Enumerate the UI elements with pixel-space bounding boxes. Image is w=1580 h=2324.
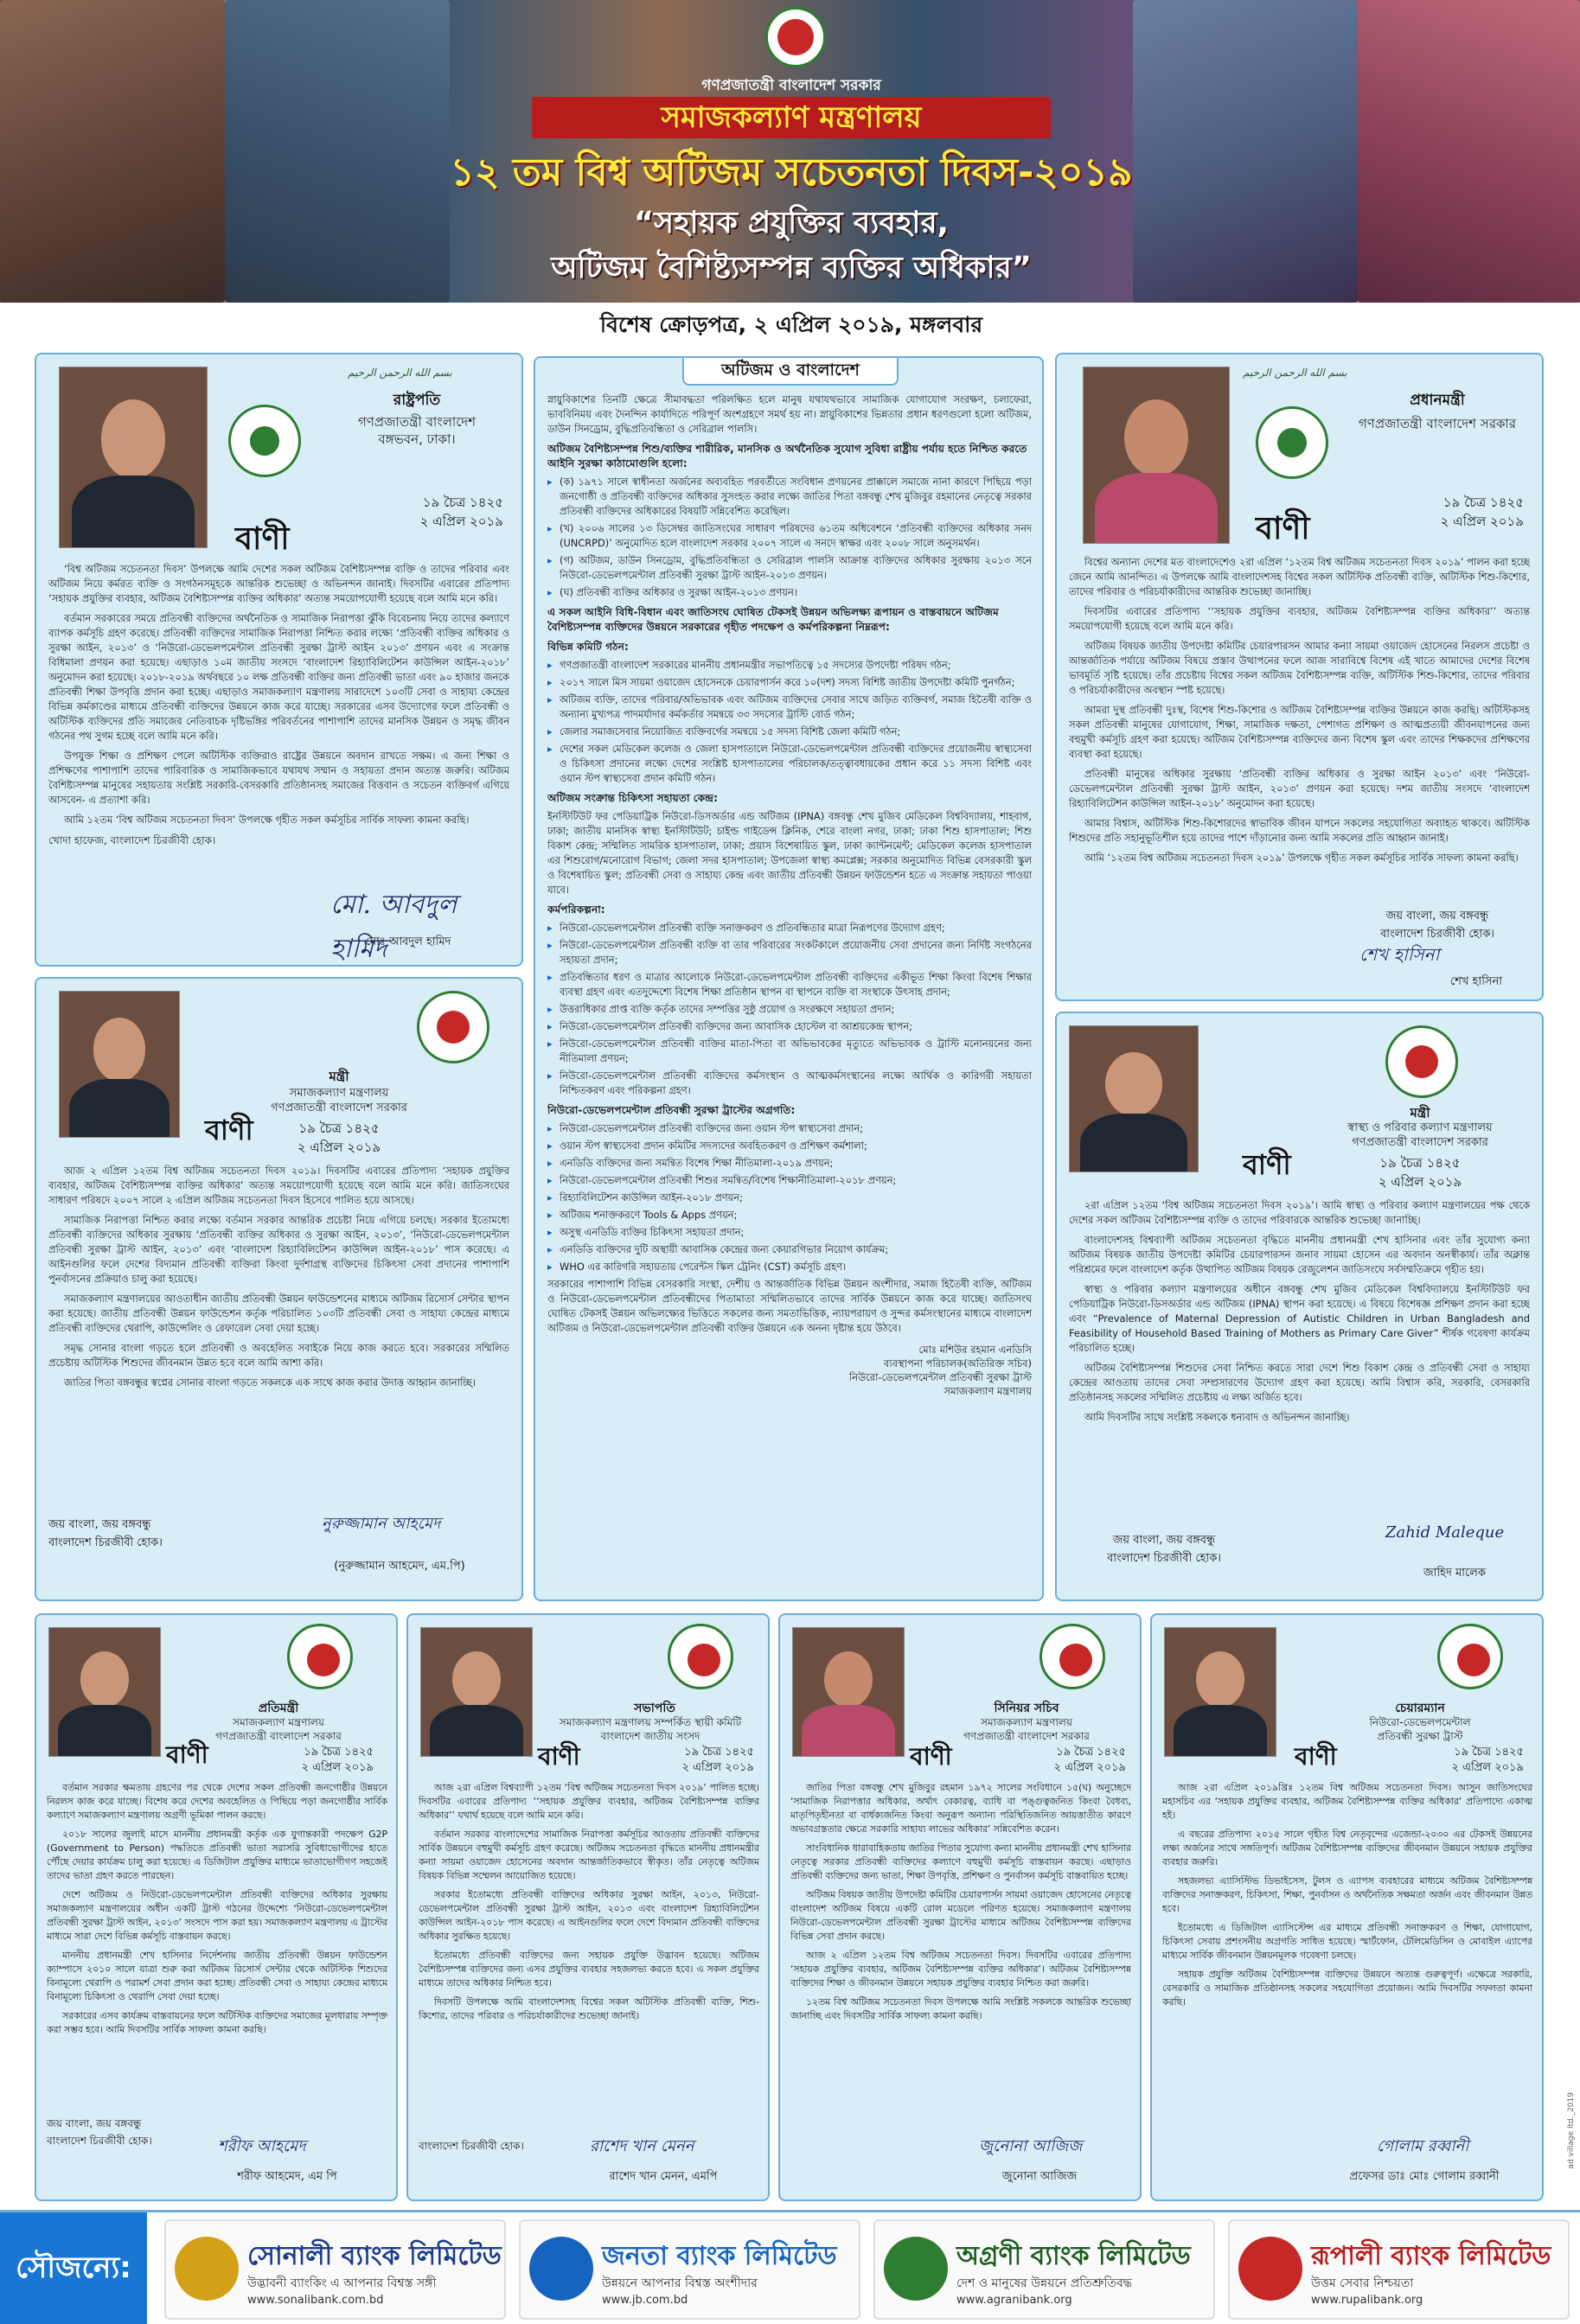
pm-photo [1083, 367, 1230, 544]
standing-committee-message [406, 1613, 770, 2201]
date-bangla: ১৯ চৈত্র ১৪২৫ [1442, 495, 1524, 510]
list-item: ▸ ২০১৭ সালে মিস সায়মা ওয়াজেদ হোসেনকে চেয়ারপার্সন করে ১০(দশ) সদস্য বিশিষ্ট জাতীয় উপদেষ্টা কমিটি পুনর্গঠন; [547, 675, 1032, 690]
committee-signature: রাশেদ খান মেনন [590, 2137, 694, 2155]
president-signature: মো. আবদুল হামিদ [330, 890, 457, 964]
trust-progress-list [547, 1121, 1032, 1274]
bank-tagline: উত্তম সেবার নিশ্চয়তা [1311, 2276, 1414, 2290]
trust-org [1308, 1715, 1532, 1743]
government-emblem-icon [765, 7, 826, 67]
closing: বাংলাদেশ চিরজীবী হোক। [1107, 1552, 1221, 1565]
state-minister-signature: শরীফ আহমেদ [218, 2137, 306, 2155]
secretary-dates [962, 1745, 1126, 1776]
minister-health-dates [1316, 1153, 1524, 1191]
supplement-date: বিশেষ ক্রোড়পত্র, ২ এপ্রিল ২০১৯, মঙ্গলবার [536, 306, 1046, 344]
message-heading: বাণী [1256, 511, 1310, 546]
minister-health-signature: Zahid Maleque [1385, 1523, 1505, 1542]
paragraph: ২০১৮ সালের জুলাই মাসে মাননীয় প্রধানমন্ত্রী কর্তৃক এক যুগান্তকারী পদক্ষেপ G2P (Government to Person) পদ্ধতিতে প্রতিবন্ধী ভাতা সরাসরি সুবিধাভোগীদের হাতে পৌঁছে দেয়ার কার্যক্রম চালু করা হয়েছে। এ ডিজিটাল প্রযুক্তির মাধ্যমে ভাতাভোগীগণ সহজেই তাদের ভাতা গ্রহণ করতে পারছেন। [47, 1829, 387, 1881]
paragraph: প্রতিবন্ধী মানুষের অধিকার সুরক্ষায় ‘প্রতিবন্ধী ব্যক্তির অধিকার ও সুরক্ষা আইন ২০১৩’ এবং ‘নিউরো-ডেভেলপমেন্টাল প্রতিবন্ধী সুরক্ষা ট্রাস্ট আইন, ২০১৩’ প্রণয়ন করা হয়েছে। দশম জাতীয় সংসদে ‘বাংলাদেশ রিহ্যাবিলিটেশন কাউন্সিল আইন-২০১৮’ অনুমোদন করা হয়েছে। [1069, 768, 1530, 809]
slogan-line-2: অটিজম বৈশিষ্ট্যসম্পন্ন ব্যক্তির অধিকার” [551, 251, 1032, 285]
section-heading: অটিজম সংক্রান্ত চিকিৎসা সহায়তা কেন্দ্র: [547, 792, 718, 804]
paragraph: আমরা দুস্থ প্রতিবন্ধী দুঃস্থ, বিশেষ শিশু-কিশোর ও অটিজম বৈশিষ্ট্যসম্পন্ন ব্যক্তির উন্নয়নে কাজ করছি। অটিস্টিকসহ সকল প্রতিবন্ধী মানুষের যোগাযোগ, শিক্ষা, সামাজিক দক্ষতা, পেশাগত প্রশিক্ষণ ও আত্মপ্রত্যয়ী জীবনযাপনের জন্য বহুমুখী কর্মসূচি গ্রহণ করা হয়েছে। অটিজম বৈশিষ্ট্যসম্পন্ন ব্যক্তিদের জন্য বিশেষ স্কুল এবং তাদের শিক্ষকদের প্রশিক্ষণের ব্যবস্থা করা হয়েছে। [1069, 704, 1530, 760]
sponsor-footer [0, 2210, 1580, 2324]
paragraph: সমাজকল্যাণ মন্ত্রণালয়ের আওতাধীন জাতীয় প্রতিবন্ধী উন্নয়ন ফাউন্ডেশনের মাধ্যমে অটিজম রিসোর্স সেন্টার স্থাপন করা হয়েছে। জাতীয় প্রতিবন্ধী উন্নয়ন ফাউন্ডেশন কর্তৃক পরিচালিত ১০৩টি প্রতিবন্ধী সেবা ও সাহায্য কেন্দ্রের মাধ্যমে প্রতিবন্ধী ব্যক্তিদের থেরাপি, কাউন্সেলিং ও রেফারেল সেবা দেয়া হচ্ছে। [48, 1293, 509, 1334]
agency-credit: ad village ltd._2019 [1567, 2092, 1576, 2169]
bismillah: بسم الله الرحمن الرحيم [348, 367, 452, 379]
message-heading: বাণী [1243, 1148, 1291, 1181]
org-line: নিউরো-ডেভেলপমেন্টাল [1369, 1716, 1471, 1728]
paragraph: মাননীয় প্রধানমন্ত্রী শেখ হাসিনার নির্দেশনায় জাতীয় প্রতিবন্ধী উন্নয়ন ফাউন্ডেশন ক্যাম্পাসে ২০১০ সালে যাত্রা শুরু করা অটিজম রিসোর্স সেন্টার থেকে অটিস্টিক শিশুদের বিনামূল্যে থেরাপি ও পরামর্শ সেবা প্রদান করা হচ্ছে। প্রতিবন্ধী সেবা ও সাহায্য কেন্দ্রের মাধ্যমে বিনামূল্যে চিকিৎসা ও থেরাপি সেবা দেয়া হচ্ছে। [47, 1950, 387, 2002]
message-heading: বাণী [910, 1742, 952, 1771]
committee-closing: বাংলাদেশ চিরজীবী হোক। [419, 2140, 524, 2152]
trust-chairman-photo [1164, 1627, 1276, 1757]
section-heading: কর্মপরিকল্পনা: [547, 903, 605, 916]
pm-dates [1342, 493, 1524, 531]
minister-health-message [1055, 1012, 1544, 1601]
closing: বাংলাদেশ চিরজীবী হোক। [48, 1536, 163, 1549]
day-title: ১২ তম বিশ্ব অটিজম সচেতনতা দিবস-২০১৯ [450, 150, 1133, 195]
signer-title: ব্যবস্থাপনা পরিচালক(অতিরিক্ত সচিব) [883, 1357, 1032, 1370]
list-item: ▸ (খ) ২০০৬ সালের ১৩ ডিসেম্বর জাতিসংঘের সাধারণ পরিষদের ৬১তম অধিবেশনে ‘প্রতিবন্ধী ব্যক্তিদের অধিকার সনদ (UNCRPD)’ অনুমোদিত হলে বাংলাদেশ সরকার ২০০৭ সালে এ সনদে স্বাক্ষর এবং ২০০৮ সালে অনুসমর্থন। [547, 521, 1032, 551]
list-item: ▸ (গ) অটিজম, ডাউন সিনড্রোম, বুদ্ধিপ্রতিবন্ধিতা ও সেরিব্রাল পালসি আক্রান্ত ব্যক্তিদের অধিকার সুরক্ষায় ২০১৩ সনে নিউরো-ডেভেলপমেন্টাল প্রতিবন্ধী সুরক্ষা ট্রাস্ট আইন-২০১৩ প্রণয়ন। [547, 553, 1032, 583]
paragraph: স্বাস্থ্য ও পরিবার কল্যাণ মন্ত্রণালয়ের অধীনে বঙ্গবন্ধু শেখ মুজিব মেডিকেল বিশ্ববিদ্যালয়ে ইনস্টিটিউট ফর পেডিয়াট্রিক নিউরো-ডিসঅর্ডার এন্ড অটিজম (IPNA) স্থাপন করা হয়েছে। এ বিষয়ে বিশেষজ্ঞ প্রশিক্ষণ প্রদান করা হচ্ছে এবং “Prevalence of Maternal Depression of Autistic Children in Urban Bangladesh and Feasibility of Household Based Training of Mothers as Primary Care Giver” শীর্ষক গবেষণা কার্যক্রম পরিচালিত হচ্ছে। [1069, 1283, 1530, 1354]
closing: জয় বাংলা, জয় বঙ্গবন্ধু [1112, 1534, 1216, 1547]
org-line: গণপ্রজাতন্ত্রী বাংলাদেশ [357, 414, 477, 430]
secretary-photo [792, 1627, 905, 1757]
banner-photo-right-2 [1358, 0, 1580, 303]
paragraph: আজ ২রা এপ্রিল বিশ্বব্যাপী ১২তম ‘বিশ্ব অটিজম সচেতনতা দিবস ২০১৯’ পালিত হচ্ছে। দিবসটির এবারের প্রতিপাদ্য ‘‘সহায়ক প্রযুক্তির ব্যবহার, অটিজম বৈশিষ্ট্যসম্পন্ন ব্যক্তির অধিকার’’ যথার্থ হয়েছে বলে আমি মনে করি। [419, 1782, 759, 1821]
paragraph: দিবসটি উপলক্ষে আমি বাংলাদেশসহ বিশ্বের সকল অটিস্টিক প্রতিবন্ধী ব্যক্তি, শিশু-কিশোর, তাদের পরিবার ও পরিচর্যাকারীদের শুভেচ্ছা জানাই। [419, 1996, 759, 2021]
paragraph: ‘বিশ্ব অটিজম সচেতনতা দিবস’ উপলক্ষে আমি দেশের সকল অটিজম বৈশিষ্ট্যসম্পন্ন ব্যক্তি ও তাদের পরিবার এবং অটিজম নিয়ে কর্মরত ব্যক্তি ও সংগঠনসমূহকে আন্তরিক শুভেচ্ছা ও অভিনন্দন জানাই। দিবসটির এবারের প্রতিপাদ্য ‘সহায়ক প্রযুক্তির ব্যবহার, অটিজম বৈশিষ্ট্যসম্পন্ন ব্যক্তির অধিকার’ অত্যন্ত সময়োপযোগী হয়েছে বলে আমি মনে করি। [48, 563, 509, 604]
paragraph: বাংলাদেশসহ বিশ্বব্যাপী অটিজম সচেতনতা বৃদ্ধিতে মাননীয় প্রধানমন্ত্রী শেখ হাসিনার এবং তাঁর সুযোগ্য কন্যা অটিজম বিষয়ক জাতীয় উপদেষ্টা কমিটির চেয়ারপারসন জনাব সায়মা হোসেন এর অবদান অনস্বীকার্য। তাঁর অক্লান্ত পরিশ্রমের ফলে বাংলাদেশ কর্তৃক উত্থাপিত অটিজম বিষয়ক রেজুলেশন জাতিসংঘে সর্বসম্মতিক্রমে গৃহীত হয়। [1069, 1234, 1530, 1275]
pm-signature: শেখ হাসিনা [1359, 944, 1440, 965]
list-item: ▸ নিউরো-ডেভেলপমেন্টাল প্রতিবন্ধী শিশুর সমন্বিত/বিশেষ শিক্ষানীতিমালা-২০১৮ প্রণয়ন; [547, 1173, 1032, 1188]
date-english: ২ এপ্রিল ২০১৯ [419, 514, 503, 529]
bank-tagline: দেশ ও মানুষের উন্নয়নে প্রতিশ্রুতিবদ্ধ [956, 2276, 1133, 2290]
list-item: ▸ রিহ্যাবিলিটেশন কাউন্সিল আইন-২০১৮ প্রণয়ন; [547, 1191, 1032, 1205]
paragraph: জাতির পিতা বঙ্গবন্ধু শেখ মুজিবুর রহমান ১৯৭২ সালের সংবিধানে ১৫(ঘ) অনুচ্ছেদে ‘সামাজিক নিরাপত্তার অধিকার, অর্থাৎ বেকারত্ব, ব্যাধি বা পঙ্গুত্বজনিত কিংবা বৈধব্য, মাতৃপিতৃহীনতা বা বার্ধক্যজনিত কিংবা অনুরূপ অন্যান্য পরিস্থিতিজনিত আয়ত্তাতীত কারণে অভাবগ্রস্ততার ক্ষেত্রে সরকারি সাহায্য লাভের অধিকার’ সন্নিবেশিত করেন। [790, 1782, 1131, 1835]
paragraph: সরকার ইতোমধ্যে প্রতিবন্ধী ব্যক্তিদের অধিকার সুরক্ষা আইন, ২০১৩, নিউরো-ডেভেলপমেন্টাল প্রতিবন্ধী সুরক্ষা ট্রাস্ট আইন, ২০১৩ এবং বাংলাদেশ রিহ্যাবিলিটেশন কাউন্সিল আইন-২০১৮ পাস করেছে। এ আইনগুলির ফলে দেশে বিদ্যমান প্রতিবন্ধী ব্যক্তিদের অধিকার সুরক্ষিত হয়েছে। [419, 1889, 759, 1942]
minister-health-emblem-icon [1385, 1025, 1458, 1098]
minister-health-photo [1069, 1025, 1199, 1172]
committee-chairman-role: সভাপতি [634, 1702, 675, 1715]
sponsor-bank [873, 2219, 1215, 2320]
list-item: ▸ WHO এর কারিগরি সহায়তায় পেরেন্টস স্কিল ট্রেনিং (CST) কর্মসূচি গ্রহণ। [547, 1260, 1032, 1274]
list-item: ▸ গণপ্রজাতন্ত্রী বাংলাদেশ সরকারের মাননীয় প্রধানমন্ত্রীর সভাপতিত্বে ১৫ সদস্যের উপদেষ্টা পরিষদ গঠন; [547, 658, 1032, 673]
paragraph: ১২তম বিশ্ব অটিজম সচেতনতা দিবস উপলক্ষে আমি সংশ্লিষ্ট সকলকে আন্তরিক শুভেচ্ছা জানাচ্ছি এবং দিবসটির সার্বিক সাফল্য কামনা করছি। [790, 1996, 1131, 2021]
pm-role: প্রধানমন্ত্রী [1410, 392, 1465, 409]
bank-tagline: উন্নয়নে আপনার বিশ্বস্ত অংশীদার [602, 2276, 758, 2290]
message-heading: বাণী [1295, 1742, 1337, 1771]
paragraph: দেশে অটিজম ও নিউরো-ডেভেলপমেন্টাল প্রতিবন্ধী ব্যক্তিদের অধিকার সুরক্ষায় সমাজকল্যাণ মন্ত্রণালয়ের অধীন একটি ট্রাস্ট গঠনের উদ্দেশ্যে ‘নিউরো-ডেভেলপমেন্টাল প্রতিবন্ধী সুরক্ষা ট্রাস্ট আইন, ২০১৩’ সংসদে পাস করা হয়। সমাজকল্যাণ মন্ত্রণালয় এ ট্রাস্টের মাধ্যমে সারা দেশে বিভিন্ন কর্মসূচি বাস্তবায়ন করছে। [47, 1889, 387, 1942]
date-bangla: ১৯ চৈত্র ১৪২৫ [1056, 1746, 1126, 1759]
trust-chairman-role: চেয়ারম্যান [1395, 1702, 1445, 1715]
bank-name: জনতা ব্যাংক লিমিটেড [602, 2241, 837, 2271]
legal-framework-list [547, 475, 1032, 600]
president-emblem-icon [228, 405, 301, 477]
ministry-name: সমাজকল্যাণ মন্ত্রণালয় [532, 97, 1051, 138]
bismillah: بسم الله الرحمن الرحيم [1243, 367, 1347, 379]
paragraph: আজ ২ এপ্রিল ১২তম বিশ্ব অটিজম সচেতনতা দিবস ২০১৯। দিবসটির এবারের প্রতিপাদ্য ‘সহায়ক প্রযুক্তির ব্যবহার, অটিজম বৈশিষ্ট্যসম্পন্ন ব্যক্তির অধিকার’ অত্যন্ত সময়োপযোগী হয়েছে বলে আমি মনে করি। জাতিসংঘের সাধারণ পরিষদে ২০০৭ সালে ২ এপ্রিল অটিজম সচেতনতা দিবস হিসেবে পালিত হয়ে আসছে। [48, 1165, 509, 1206]
paragraph: ইতোমধ্যে এ ডিজিটাল এ্যাসিস্টেন্স এর মাধ্যমে প্রতিবন্ধী সনাক্তকরণ ও শিক্ষা, যোগাযোগ, চিকিৎসা সেবায় প্রশংসনীয় অগ্রগতি সাধিত হয়েছে। স্মার্টফোন, টেলিমেডিসিন ও মোবাইল এ্যাপের মাধ্যমে সার্বিক জীবনমান উন্নয়নমূলক গবেষণা চলছে। [1162, 1922, 1532, 1961]
closing: বাংলাদেশ চিরজীবী হোক। [1380, 928, 1494, 941]
paragraph: সরকারের পাশাপাশি বিভিন্ন বেসরকারি সংস্থা, দেশীয় ও আন্তর্জাতিক বিভিন্ন উন্নয়ন অংশীদার, সমাজ হিতৈষী ব্যক্তি, অটিজম ও নিউরো-ডেভেলপমেন্টাল প্রতিবন্ধীদের পিতামাতা সম্মিলিতভাবে তাদের সার্বিক উন্নয়নে কাজ করে যাচ্ছে। জাতিসংঘ ঘোষিত টেকসই উন্নয়ন অভিলক্ষ্যের ভিত্তিতে সকলের জন্য সমতাভিত্তিক, ন্যায়পরায়ণ ও সুন্দর কর্মসংস্থানের মাধ্যমে বাংলাদেশ অটিজম ও নিউরো-ডেভেলপমেন্টাল প্রতিবন্ধী ব্যক্তির উন্নয়নে এক অনন্য দৃষ্টান্ত হয়ে উঠবে। [547, 1278, 1032, 1334]
org-line: গণপ্রজাতন্ত্রী বাংলাদেশ সরকার [1352, 1136, 1488, 1149]
paragraph: বর্তমান সরকারের সময়ে প্রতিবন্ধী ব্যক্তিদের অর্থনৈতিক ও সামাজিক নিরাপত্তা ঝুঁকি বিবেচনায় নিয়ে তাদের কল্যাণে ব্যাপক কর্মসূচি গ্রহণ করেছে। প্রতিবন্ধী ব্যক্তিদের সামাজিক নিরাপত্তা নিশ্চিত করার লক্ষ্যে ‘প্রতিবন্ধী ব্যক্তির অধিকার ও সুরক্ষা আইন, ২০১৩’ ও ‘নিউরো-ডেভেলপমেন্টাল প্রতিবন্ধী সুরক্ষা ট্রাস্ট আইন ২০১৩’ প্রণয়ন এবং এ সংক্রান্ত বিধিমালা প্রণয়ন করা হয়েছে। এছাড়াও ১০ম জাতীয় সংসদে ‘বাংলাদেশ রিহ্যাবিলিটেশন কাউন্সিল আইন-২০১৮’ অনুমোদন করা হয়েছে। ২০১৮-২০১৯ অর্থবছরে ১০ লক্ষ প্রতিবন্ধী ব্যক্তির জন্য প্রতিবন্ধী ভাতা এবং ৯০ হাজার জনকে প্রতিবন্ধী শিক্ষা উপবৃত্তি প্রদান করা হচ্ছে। এছাড়াও সমাজকল্যাণ মন্ত্রণালয় সারাদেশে ১০৩টি সেবা ও সাহায্য কেন্দ্রের বিভিন্ন কর্মকাণ্ডের মাধ্যমে প্রতিবন্ধী ব্যক্তিদের উন্নয়নে কাজ করে যাচ্ছে। সরকারের এসব উদ্যোগের ফলে প্রতিবন্ধী ও অটিস্টিক ব্যক্তিদের প্রতি সমাজের নেতিবাচক দৃষ্টিভঙ্গির পরিবর্তনের পাশাপাশি তাদের মানসিক উন্নয়ন ও সমৃদ্ধ জীবন গঠনের পথ সুগম হচ্ছে বলে আমি মনে করি। [48, 612, 509, 742]
president-dates [322, 493, 503, 531]
date-bangla: ১৯ চৈত্র ১৪২৫ [304, 1746, 374, 1759]
sponsor-bank [164, 2219, 506, 2320]
date-english: ২ এপ্রিল ২০১৯ [1440, 514, 1524, 529]
list-item: ▸ এনডিডি ব্যক্তিদের জন্য সমন্বিত বিশেষ শিক্ষা নীতিমালা-২০১৯ প্রণয়ন; [547, 1156, 1032, 1171]
date-bangla: ১৯ চৈত্র ১৪২৫ [1379, 1155, 1461, 1171]
state-minister-emblem-icon [287, 1624, 353, 1689]
org-line: বাংলাদেশ জাতীয় সংসদ [600, 1730, 700, 1742]
list-item: ▸ অটিজম শনাক্তকরণে Tools & Apps প্রণয়ন; [547, 1208, 1032, 1223]
message-heading: বাণী [538, 1742, 580, 1771]
article-body [547, 393, 1032, 1596]
secretary-emblem-icon [1039, 1624, 1105, 1689]
paragraph: এ বছরের প্রতিপাদ্য ২০১৫ সালে গৃহীত বিশ্ব নেতৃবৃন্দের এজেন্ডা-২০৩০ এর টেকসই উন্নয়নের লক্ষ্য অর্জনের সাথে সঙ্গতিপূর্ণ। অটিজম বৈশিষ্ট্যসম্পন্ন ব্যক্তিদের জীবনমান উন্নয়নে সহায়ক প্রযুক্তির ব্যবহার জরুরি। [1162, 1829, 1532, 1868]
committee-emblem-icon [668, 1624, 733, 1689]
pm-closing [1342, 908, 1532, 944]
paragraph: আমার বিশ্বাস, অটিস্টিক শিশু-কিশোরদের স্বাভাবিক জীবন যাপনে সকলের সহযোগিতা অব্যাহত থাকবে। অটিস্টিক শিশুদের প্রতি সহানুভূতিশীল হয়ে তাদের পাশে দাঁড়ানোর জন্য আমি সকলের প্রতি আহ্বান জানাই। [1069, 817, 1530, 844]
minister-sw-photo [59, 991, 180, 1138]
org-line: সমাজকল্যাণ মন্ত্রণালয় [981, 1716, 1072, 1728]
date-bangla: ১৯ চৈত্র ১৪২৫ [422, 495, 503, 510]
date-english: ২ এপ্রিল ২০১৯ [1053, 1761, 1126, 1774]
minister-health-org [1316, 1120, 1524, 1150]
paragraph: সহজলভ্য এ্যাসিস্টিভ ডিভাইসেস, টুলস ও এ্যাপস ব্যবহারের মাধ্যমে অটিজম বৈশিষ্ট্যসম্পন্ন ব্যক্তিদের সনাক্তকরণ, চিকিৎসা, শিক্ষা, পুনর্বাসন ও অর্থনৈতিক সক্ষমতা অর্জন এবং জীবনমান উন্নত হবে। [1162, 1875, 1532, 1914]
trust-chairman-name: প্রফেসর ডাঃ মোঃ গোলাম রব্বানী [1349, 2170, 1500, 2183]
paragraph: বিশ্বের অন্যান্য দেশের মত বাংলাদেশেও ২রা এপ্রিল ‘১২তম বিশ্ব অটিজম সচেতনতা দিবস ২০১৯’ পালন করা হচ্ছে জেনে আমি আনন্দিত। এ উপলক্ষে আমি বাংলাদেশসহ বিশ্বের সকল অটিস্টিক প্রতিবন্ধী ব্যক্তি, অটিস্টিক শিশু-কিশোর, তাদের পরিবার ও পরিচর্যাকারীদের আন্তরিক শুভেচ্ছা জানাচ্ছি। [1069, 556, 1530, 597]
date-english: ২ এপ্রিল ২০১৯ [301, 1761, 374, 1774]
paragraph: স্নায়ুবিকাশের তিনটি ক্ষেত্রে সীমাবদ্ধতা পরিলক্ষিত হলে মানুষ যথাযথভাবে সামাজিক যোগাযোগ সংরক্ষণ, চলাফেরা, ভাববিনিময় এবং দৈনন্দিন কার্যাদিতে পরিপূর্ণ অংশগ্রহণে সমর্থ হয় না। স্নায়ুবিকাশের ভিন্নতার প্রধান ধরণগুলো হলো অটিজম, ডাউন সিনড্রোম, বুদ্ধিপ্রতিবন্ধিতা ও সেরিব্রাল পালসি। [547, 393, 1032, 435]
government-name: গণপ্রজাতন্ত্রী বাংলাদেশ সরকার [701, 77, 881, 94]
paragraph: ২রা এপ্রিল ১২তম ‘বিশ্ব অটিজম সচেতনতা দিবস ২০১৯’। আমি স্বাস্থ্য ও পরিবার কল্যাণ মন্ত্রণালয়ের পক্ষ থেকে দেশের সকল অটিজম বৈশিষ্ট্যসম্পন্ন ব্যক্তি ও তাদের পরিবারকে আন্তরিক শুভেচ্ছা জানাচ্ছি। [1069, 1199, 1530, 1226]
committee-chairman-photo [420, 1627, 533, 1757]
president-photo [59, 367, 208, 548]
minister-sw-emblem-icon [417, 991, 489, 1063]
date-english: ২ এপ্রিল ২০১৯ [681, 1761, 754, 1774]
list-item: ▸ এনডিডি ব্যক্তিদের দুটি অস্থায়ী আবাসিক কেন্দ্রের জন্য কেয়ারগিভার নিয়োগ কার্যক্রম; [547, 1242, 1032, 1257]
list-item: ▸ (ঘ) প্রতিবন্ধী ব্যক্তির অধিকার ও সুরক্ষা আইন-২০১৩ প্রণয়ন। [547, 585, 1032, 600]
article-title: অটিজম ও বাংলাদেশ [682, 356, 899, 386]
list-item: ▸ অটিজম ব্যক্তি, তাদের পরিবার/অভিভাবক এবং অটিজম ব্যক্তিদের সেবার সাথে জড়িত ব্যক্তিবর্গ, সমাজ হিতৈষী ব্যক্তি ও অন্যান্য মুখ্যপত্র পাদমর্যাদার কর্মকর্তার সমন্বয়ে ৩৩ সদস্যের ট্রাস্টি বোর্ড গঠন; [547, 693, 1032, 722]
paragraph: অটিজম বিষয়ক জাতীয় উপদেষ্টা কমিটির চেয়ারপার্সন সায়মা ওয়াজেদ হোসেনের নেতৃত্বে বাংলাদেশ অটিজম বিষয়ে একটি রোল মডেলে পরিণত হয়েছে। সমাজকল্যাণ মন্ত্রণালয় নিউরো-ডেভেলপমেন্টাল প্রতিবন্ধী সুরক্ষা ট্রাস্টের মাধ্যমে অটিজম বৈশিষ্ট্যসম্পন্ন ব্যক্তিদের বিভিন্ন সেবা প্রদান করছে। [790, 1889, 1131, 1942]
closing: জয় বাংলা, জয় বঙ্গবন্ধু [48, 1518, 151, 1531]
paragraph: উপযুক্ত শিক্ষা ও প্রশিক্ষণ পেলে অটিস্টিক ব্যক্তিরাও রাষ্ট্রের উন্নয়নে অবদান রাখতে সক্ষম। এ জন্য শিক্ষা ও প্রশিক্ষণের পাশাপাশি তাদের পারিবারিক ও সামাজিকভাবে যথাযথ সম্মান ও সহায়তা প্রদান অত্যন্ত জরুরি। অটিজম বৈশিষ্ট্যসম্পন্ন মানুষের সহায়তায় সংশ্লিষ্ট সরকারি-বেসরকারি প্রতিষ্ঠানসহ সমাজের বিত্তবান ও সচেতন ব্যক্তিবর্গ এগিয়ে আসবেন- এ প্রত্যাশা করি। [48, 750, 509, 806]
minister-sw-signature: নুরুজ্জামান আহমেদ [322, 1515, 441, 1533]
list-item: ▸ দেশের সকল মেডিকেল কলেজ ও জেলা হাসপাতালে নিউরো-ডেভেলপমেন্টাল প্রতিবন্ধী ব্যক্তিদের প্রয়োজনীয় স্বাস্থ্যসেবা ও চিকিৎসা প্রদানের লক্ষ্যে দেশের সংশ্লিষ্ট হাসপাতালের পরিচালক/তত্ত্বাবধায়কের প্রধান করে ১১ সদস্য বিশিষ্ট এবং ওয়ান স্টপ স্বাস্থ্যসেবা প্রদান কমিটি গঠন। [547, 742, 1032, 786]
paragraph: অটিজম বৈশিষ্ট্যসম্পন্ন শিশুদের সেবা নিশ্চিত করতে সারা দেশে শিশু বিকাশ কেন্দ্র ও প্রতিবন্ধী সেবা ও সাহায্য কেন্দ্রের আওতায় তাদের সেবা সম্প্রসারণের উদ্যোগ গ্রহণ করা হয়েছে। আমি বিশ্বাস করি, সরকারি, বেসরকারি প্রতিষ্ঠানসহ সকলের সম্মিলিত প্রচেষ্টায় এ লক্ষ্য অর্জিত হবে। [1069, 1362, 1530, 1403]
state-minister-name: শরীফ আহমেদ, এম পি [237, 2170, 337, 2183]
list-item: ▸ নিউরো-ডেভেলপমেন্টাল প্রতিবন্ধী ব্যক্তি সনাক্তকরণ ও প্রতিবন্ধিতার মাত্রা নিরূপণের উদ্যোগ গ্রহণ; [547, 921, 1032, 935]
paragraph: সামাজিক নিরাপত্তা নিশ্চিত করার লক্ষ্যে বর্তমান সরকার আন্তরিক প্রচেষ্টা নিয়ে এগিয়ে চলছে। সরকার ইতোমধ্যে প্রতিবন্ধী ব্যক্তিদের অধিকার সুরক্ষায় ‘প্রতিবন্ধী ব্যক্তির অধিকার ও সুরক্ষা আইন, ২০১৩’, ‘নিউরো-ডেভেলপমেন্টাল প্রতিবন্ধী সুরক্ষা ট্রাস্ট আইন, ২০১৩’ এবং ‘বাংলাদেশ রিহ্যাবিলিটেশন কাউন্সিল আইন-২০১৮’ পাস করেছে। এ আইনগুলির ফলে দেশের বিদ্যমান প্রতিবন্ধী ব্যক্তিরা কিংবা দুর্দশাগ্রস্থ ব্যক্তিদের চিকিৎসা সেবা প্রদানের পাশাপাশি পুনর্বাসনের প্রক্রিয়াও চালু করা হয়েছে। [48, 1214, 509, 1285]
paragraph: দিবসটির এবারের প্রতিপাদ্য ‘‘সহায়ক প্রযুক্তির ব্যবহার, অটিজম বৈশিষ্ট্যসম্পন্ন ব্যক্তির অধিকার’’ অত্যন্ত সময়োপযোগী হয়েছে বলে আমি মনে করি। [1069, 605, 1530, 632]
trust-message-body [1162, 1781, 1532, 2118]
paragraph: অটিজম বিষয়ক জাতীয় উপদেষ্টা কমিটির চেয়ারপারসন আমার কন্যা সায়মা ওয়াজেদ হোসেনের নিরলস প্রচেষ্টা ও আন্তর্জাতিক পর্যায়ে অটিজম বিষয়ে প্রস্তাব উত্থাপনের ফলে আজ সারাবিশ্বে বিশেষ এই খাতে আমাদের দেশের বিশেষ ভাবমূর্তি সৃষ্টি হয়েছে। তাঁর প্রচেষ্টায় বিশ্বের সকল অটিজম বৈশিষ্ট্যসম্পন্ন ব্যক্তি, অটিস্টিক শিশু-কিশোর, তাদের পরিবার ও পরিচর্যাকারীদের অবস্থান স্পষ্ট হয়েছে। [1069, 640, 1530, 696]
date-english: ২ এপ্রিল ২০১৯ [297, 1140, 381, 1155]
signer-org: নিউরো-ডেভেলপমেন্টাল প্রতিবন্ধী সুরক্ষা ট্রাস্ট [849, 1371, 1032, 1383]
header-banner [0, 0, 1580, 303]
pm-name: শেখ হাসিনা [1449, 975, 1503, 988]
minister-sw-closing [48, 1516, 195, 1553]
president-message-body [48, 562, 509, 873]
list-item: ▸ নিউরো-ডেভেলপমেন্টাল প্রতিবন্ধী ব্যক্তির মাতা-পিতা বা অভিভাবকের মৃত্যুতে অভিভাবক ও ট্রাস্টি মনোনয়নের জন্য নীতিমালা প্রণয়ন; [547, 1037, 1032, 1066]
closing: জয় বাংলা, জয় বঙ্গবন্ধু [1385, 910, 1489, 923]
bank-url: www.sonalibank.com.bd [247, 2294, 384, 2307]
banner-photo-right [1133, 0, 1358, 303]
pm-message-body [1069, 555, 1530, 901]
paragraph: ইনস্টিটিউট ফর পেডিয়াট্রিক নিউরো-ডিসঅর্ডার এন্ড অটিজম (IPNA) বঙ্গবন্ধু শেখ মুজিব মেডিকেল বিশ্ববিদ্যালয়, শাহবাগ, ঢাকা; জাতীয় মানসিক স্বাস্থ্য ইনস্টিটিউট; চাইল্ড গাইডেন্স ক্লিনিক, শেরে বাংলা নগর, ঢাকা; ঢাকা শিশু হাসপাতাল; শিশু বিকাশ কেন্দ্র; সম্মিলিত সামরিক হাসপাতাল, ঢাকা; প্রয়াস বিশেষায়িত স্কুল, ঢাকা ক্যান্টনমেন্ট; মেডিকেল কলেজ হাসপাতাল এর শিশুরোগ/মনোরোগ বিভাগ; জেলা সদর হাসপাতাল; উপজেলা স্বাস্থ্য কমপ্লেক্স; সরকার অনুমোদিত বিভিন্ন বেসরকারী স্কুল ও বিশেষায়িত স্কুল; প্রতিবন্ধী সেবা ও সাহায্য কেন্দ্র এবং জাতীয় প্রতিবন্ধী উন্নয়ন ফাউন্ডেশন হতে এ সংক্রান্ত সহায়তা পাওয়া যাবে। [547, 810, 1032, 896]
committee-chairman-name: রাশেদ খান মেনন, এমপি [609, 2170, 718, 2183]
banner-photo-left-2 [225, 0, 450, 303]
committee-dates [590, 1745, 754, 1776]
date-english: ২ এপ্রিল ২০১৯ [1451, 1761, 1524, 1774]
bank-logo-icon [884, 2237, 948, 2301]
closing: জয় বাংলা, জয় বঙ্গবন্ধু [47, 2117, 142, 2129]
paragraph: বর্তমান সরকার ক্ষমতায় গ্রহণের পর থেকে দেশের সকল প্রতিবন্ধী জনগোষ্ঠীর উন্নয়নে নিরলস কাজ করে যাচ্ছে। বিশেষ করে দেশের অবহেলিত ও পিছিয়ে পড়া জনগোষ্ঠীর সার্বিক কল্যাণে সমাজকল্যাণ মন্ত্রণালয় অগ্রণী ভূমিকা পালন করছে। [47, 1782, 387, 1821]
paragraph: সমৃদ্ধ সোনার বাংলা গড়তে হলে প্রতিবন্ধী ও অবহেলিত সবাইকে নিয়ে কাজ করতে হবে। সরকারের সম্মিলিত প্রচেষ্টায় অটিস্টিক শিশুদের জীবনমান উন্নত হবে বলে আমি আশা করি। [48, 1342, 509, 1369]
org-line: স্বাস্থ্য ও পরিবার কল্যাণ মন্ত্রণালয় [1347, 1121, 1493, 1134]
state-minister-message [35, 1613, 398, 2201]
paragraph: সরকারের এসব কার্যক্রম বাস্তবায়নের ফলে অটিস্টিক ব্যক্তিদের সমাজের মূলধারায় সম্পৃক্ত করা সম্ভব হবে। আমি দিবসটির সার্বিক সাফল্য কামনা করছি। [47, 2010, 387, 2035]
secretary-message [778, 1613, 1142, 2201]
date-english: ২ এপ্রিল ২০১৯ [1378, 1174, 1462, 1190]
banner-photo-left [0, 0, 225, 303]
secretary-message-body [790, 1781, 1131, 2118]
bank-logo-icon [175, 2237, 239, 2301]
paragraph: বর্তমান সরকার বাংলাদেশের সামাজিক নিরাপত্তা কর্মসূচির আওতায় প্রতিবন্ধী ব্যক্তিদের সার্বিক উন্নয়নে বহুমুখী কর্মসূচি গ্রহণ করেছে। অটিজম সচেতনতা বৃদ্ধিতে মাননীয় প্রধানমন্ত্রীর কন্যা সায়মা ওয়াজেদ হোসেনের অবদান আন্তর্জাতিকভাবে স্বীকৃত। তাঁর নেতৃত্বে অটিজম বিষয়ক বিভিন্ন সম্মেলন আয়োজিত হয়েছে। [419, 1829, 759, 1881]
minister-sw-role: মন্ত্রী [329, 1069, 349, 1084]
minister-sw-dates [253, 1119, 425, 1157]
secretary-signature: জুনোনা আজিজ [979, 2137, 1083, 2155]
trust-dates [1359, 1745, 1524, 1776]
bank-name: অগ্রণী ব্যাংক লিমিটেড [956, 2241, 1191, 2271]
minister-health-closing [1069, 1532, 1259, 1568]
bank-url: www.jb.com.bd [602, 2294, 688, 2307]
secretary-role: সিনিয়র সচিব [994, 1702, 1059, 1715]
sponsor-bank [1228, 2219, 1570, 2320]
list-item: ▸ (ক) ১৯৭১ সালে স্বাধীনতা অর্জনের অব্যবহিত পরবর্তীতে সংবিধান প্রণয়নের প্রাক্কালে সমাজে নানা কারণে পিছিয়ে পড়া জনগোষ্ঠী ও প্রতিবন্ধী ব্যক্তিদের অধিকার সুসংহত করার লক্ষ্যে জাতির পিতা বঙ্গবন্ধু শেখ মুজিবুর রহমানের নেতৃত্বে সরকার প্রতিবন্ধী ব্যক্তিদের অধিকারের বিষয়টি সন্নিবেশিত করেছিল। [547, 475, 1032, 519]
closing: খোদা হাফেজ, বাংলাদেশ চিরজীবী হোক। [48, 834, 216, 846]
signer-name: মোঃ মশিউর রহমান এনডিসি [918, 1344, 1032, 1356]
list-item: ▸ প্রতিবন্ধিতার ধরণ ও মাত্রার আলোকে নিউরো-ডেভেলপমেন্টাল প্রতিবন্ধী ব্যক্তিদের একীভূত শিক্ষা কিংবা বিশেষ শিক্ষার ব্যবস্থা গ্রহণ এবং এতদুদ্দেশ্যে বিশেষ শিক্ষা প্রতিষ্ঠান স্থাপন বা স্থাপনে ব্যক্তি বা সংস্থাকে উৎসাহ প্রদান; [547, 970, 1032, 999]
org-line: গণপ্রজাতন্ত্রী বাংলাদেশ সরকার [271, 1101, 407, 1114]
minister-sw-name: (নুরুজ্জামান আহমেদ, এম.পি) [334, 1560, 465, 1573]
date-bangla: ১৯ চৈত্র ১৪২৫ [298, 1120, 380, 1136]
president-org [322, 413, 512, 448]
list-item: ▸ জেলার সমাজসেবার নিয়োজিত ব্যক্তিবর্গের সমন্বয়ে ১৫ সদস্য বিশিষ্ট জেলা কমিটি গঠন; [547, 725, 1032, 739]
list-item: ▸ ওয়ান স্টপ স্বাস্থ্যসেবা প্রদান কমিটির সদস্যদের অবহিতকরণ ও প্রশিক্ষণ কর্মশালা; [547, 1139, 1032, 1153]
date-bangla: ১৯ চৈত্র ১৪২৫ [1454, 1746, 1524, 1759]
sponsor-label: সৌজন্যে: [0, 2212, 147, 2324]
minister-health-role: মন্ত্রী [1410, 1105, 1430, 1120]
minister-sw-org [253, 1086, 425, 1115]
org-line: প্রতিবন্ধী সুরক্ষা ট্রাস্ট [1377, 1730, 1463, 1742]
signer-org: সমাজকল্যাণ মন্ত্রণালয় [944, 1385, 1032, 1397]
message-heading: বাণী [205, 1114, 253, 1146]
org-line: গণপ্রজাতন্ত্রী বাংলাদেশ সরকার [215, 1730, 342, 1742]
slogan-line-1: “সহায়ক প্রযুক্তির ব্যবহার, [634, 206, 949, 240]
list-item: ▸ নিউরো-ডেভেলপমেন্টাল প্রতিবন্ধী ব্যক্তিদের কর্মসংস্থান ও আত্মকর্মসংস্থানের লক্ষ্যে আর্থিক ও কারিগরী সহায়তা নিশ্চিতকরণ এবং পরিকল্পনা গ্রহণ। [547, 1069, 1032, 1098]
committee-list [547, 658, 1032, 786]
list-item: ▸ নিউরো-ডেভেলপমেন্টাল প্রতিবন্ধী ব্যক্তিদের জন্য আবাসিক হোস্টেল বা আশ্রয়কেন্দ্র স্থাপন; [547, 1019, 1032, 1034]
state-minister-closing [47, 2116, 194, 2151]
paragraph: সহায়ক প্রযুক্তি অটিজম বৈশিষ্ট্যসম্পন্ন ব্যক্তিদের উন্নয়নে অত্যন্ত গুরুত্বপূর্ণ। এক্ষেত্রে সরকারি, বেসরকারি ও সামাজিক প্রতিষ্ঠানসহ সকলের সহযোগিতা প্রয়োজন। আমি দিবসটির সফলতা কামনা করছি। [1162, 1969, 1532, 2008]
bank-logo-icon [529, 2237, 593, 2301]
paragraph: আমি ১২তম ‘বিশ্ব অটিজম সচেতনতা দিবস’ উপলক্ষে গৃহীত সকল কর্মসূচির সার্বিক সাফল্য কামনা করছি। [64, 814, 470, 826]
minister-social-welfare-message [35, 977, 523, 1601]
action-plan-list [547, 921, 1032, 1098]
state-minister-photo [48, 1627, 161, 1757]
bank-logo-icon [1238, 2237, 1302, 2301]
president-message [35, 353, 523, 967]
section-heading: অটিজম বৈশিষ্ট্যসম্পন্ন শিশু/ব্যক্তির শারীরিক, মানসিক ও অর্থনৈতিক সুযোগ সুবিধা রাষ্ট্রীয় পর্যায় হতে নিশ্চিত করতে আইনি সুরক্ষা কাঠামোগুলি হলো: [547, 443, 1027, 469]
article-autism-bangladesh [534, 356, 1044, 1601]
trust-chairman-message [1150, 1613, 1544, 2201]
secretary-name: জুনোনা আজিজ [1001, 2170, 1078, 2183]
bank-url: www.rupalibank.org [1311, 2294, 1423, 2307]
pm-emblem-icon [1256, 406, 1328, 479]
org-line: সমাজকল্যাণ মন্ত্রণালয় সম্পর্কিত স্থায়ী কমিটি [559, 1716, 742, 1728]
article-signature-block [547, 1343, 1032, 1398]
message-heading: বাণী [235, 521, 290, 557]
paragraph: ইতোমধ্যে প্রতিবন্ধী ব্যক্তিদের জন্য সহায়ক প্রযুক্তি উদ্ভাবন হয়েছে। অটিজম বৈশিষ্ট্যসম্পন্ন ব্যক্তিদের জন্য এসব প্রযুক্তির ব্যবহার সহজলভ্য করতে হবে। এ সকল প্রযুক্তির মাধ্যমে তাদের অধিকার নিশ্চিত হবে। [419, 1950, 759, 1989]
paragraph: জাতির পিতা বঙ্গবন্ধুর স্বপ্নের সোনার বাংলা গড়তে সকলকে এক সাথে কাজ করার উদাত্ত আহ্বান জানাচ্ছি। [64, 1376, 477, 1389]
list-item: ▸ উত্তরাধিকার প্রাপ্ত ব্যক্তি কর্তৃক তাদের সম্পত্তির সুষ্ঠু প্রয়োগ ও সংরক্ষণে সহায়তা প্রদান; [547, 1002, 1032, 1017]
paragraph: আজ ২ এপ্রিল ১২তম বিশ্ব অটিজম সচেতনতা দিবস। দিবসটির এবারের প্রতিপাদ্য ‘সহায়ক প্রযুক্তির ব্যবহার, অটিজম বৈশিষ্ট্যসম্পন্ন ব্যক্তির অধিকার’। অটিজম বৈশিষ্ট্যসম্পন্ন ব্যক্তিদের শিক্ষা ও জীবনমান উন্নয়নে সহায়ক প্রযুক্তির ব্যবহার নিশ্চিত করা জরুরি। [790, 1950, 1131, 1989]
banner-title-area [450, 0, 1133, 303]
org-line: সমাজকল্যাণ মন্ত্রণালয় [289, 1087, 389, 1100]
trust-chairman-signature: গোলাম রব্বানী [1377, 2137, 1469, 2155]
minister-health-name: জাহিদ মালেক [1423, 1567, 1486, 1580]
date-bangla: ১৯ চৈত্র ১৪২৫ [684, 1746, 754, 1759]
section-heading: এ সকল আইনি বিধি-বিধান এবং জাতিসংঘ ঘোষিত টেকসই উন্নয়ন অভিলক্ষ্য রূপায়ন ও বাস্তবায়নে অটিজম বৈশিষ্ট্যসম্পন্ন ব্যক্তিদের উন্নয়নে সরকারের গৃহীত পদক্ষেপ ও কর্মপরিকল্পনা নিম্নরূপ: [547, 606, 999, 633]
org-line: সমাজকল্যাণ মন্ত্রণালয় [233, 1716, 324, 1728]
committee-message-body [419, 1781, 759, 2118]
slogan [450, 201, 1133, 290]
paragraph: সাংবিধানিক ধারাবাহিকতায় জাতির পিতার সুযোগ্য কন্যা মাননীয় প্রধানমন্ত্রী শেখ হাসিনার নেতৃত্বে সরকার প্রতিবন্ধী ব্যক্তিদের কল্যাণে বহুমুখী কর্মসূচি বাস্তবায়ন করছে। এছাড়াও প্রতিবন্ধী ব্যক্তিদের জন্য ভাতা, শিক্ষা উপবৃত্তি, প্রশিক্ষণ ও পুনর্বাসন কর্মসূচি বাস্তবায়িত হচ্ছে। [790, 1842, 1131, 1881]
section-heading: নিউরো-ডেভেলপমেন্টাল প্রতিবন্ধী সুরক্ষা ট্রাস্টের অগ্রগতি: [547, 1104, 796, 1116]
bank-url: www.agranibank.org [956, 2294, 1072, 2307]
org-line: গণপ্রজাতন্ত্রী বাংলাদেশ সরকার [963, 1730, 1090, 1742]
state-minister-message-body [47, 1781, 387, 2110]
trust-emblem-icon [1437, 1624, 1503, 1689]
section-heading: বিভিন্ন কমিটি গঠন: [547, 641, 629, 653]
pm-message [1055, 353, 1544, 1001]
minister-sw-message-body [48, 1164, 509, 1510]
list-item: ▸ নিউরো-ডেভেলপমেন্টাল প্রতিবন্ধী ব্যক্তিদের জন্য ওয়ান স্টপ স্বাস্থ্যসেবা প্রদান; [547, 1121, 1032, 1136]
paragraph: আমি ‘১২তম বিশ্ব অটিজম সচেতনতা দিবস ২০১৯’ উপলক্ষে গৃহীত সকল কর্মসূচির সার্বিক সাফল্য কামনা করছি। [1084, 852, 1519, 864]
state-minister-dates [209, 1745, 374, 1776]
org-line: বঙ্গভবন, ঢাকা। [378, 431, 456, 447]
bank-name: সোনালী ব্যাংক লিমিটেড [247, 2241, 502, 2271]
sponsor-bank [519, 2219, 860, 2320]
closing: বাংলাদেশ চিরজীবী হোক। [47, 2135, 152, 2147]
minister-health-message-body [1069, 1198, 1530, 1518]
paragraph: আমি দিবসটির সাথে সংশ্লিষ্ট সকলকে ধন্যবাদ ও অভিনন্দন জানাচ্ছি। [1084, 1411, 1350, 1423]
president-name: মোঃ আবদুল হামিদ [365, 935, 451, 948]
list-item: ▸ অসুস্থ এনডিডি ব্যক্তির চিকিৎসা সহায়তা প্রদান; [547, 1225, 1032, 1240]
bank-name: রূপালী ব্যাংক লিমিটেড [1311, 2241, 1551, 2271]
president-role: রাষ্ট্রপতি [393, 392, 441, 409]
list-item: ▸ নিউরো-ডেভেলপমেন্টাল প্রতিবন্ধী ব্যক্তি বা তার পরিবারের সংকটকালে প্রয়োজনীয় সেবা প্রদানের জন্য নির্দিষ্ট সংগঠনের সহায়তা প্রদান; [547, 938, 1032, 967]
pm-org: গণপ্রজাতন্ত্রী বাংলাদেশ সরকার [1358, 416, 1517, 431]
bank-tagline: উদ্ভাবনী ব্যাংকিং এ আপনার বিশ্বস্ত সঙ্গী [247, 2276, 437, 2290]
message-heading: বাণী [166, 1740, 208, 1769]
state-minister-role: প্রতিমন্ত্রী [258, 1702, 299, 1715]
paragraph: আজ ২রা এপ্রিল ২০১৯খ্রিঃ ১২তম বিশ্ব অটিজম সচেতনতা দিবস। আসুন জাতিসংঘের মহাসচিব এর ‘সহায়ক প্রযুক্তির ব্যবহার, অটিজম বৈশিষ্ট্যসম্পন্ন ব্যক্তির অধিকার’ প্রতিপাদ্যে একাত্ম হই। [1162, 1782, 1532, 1821]
